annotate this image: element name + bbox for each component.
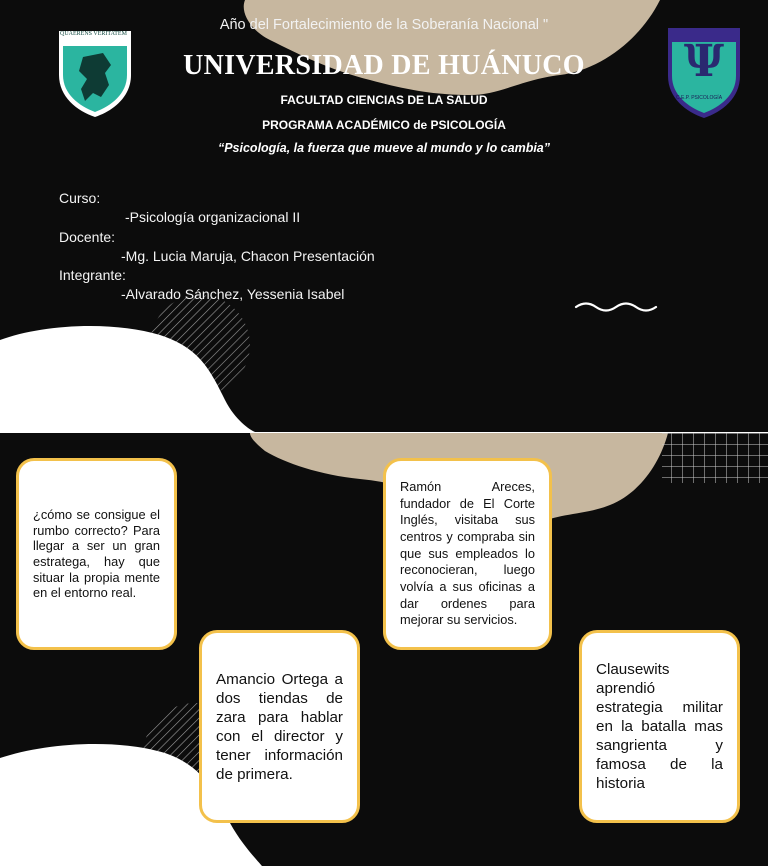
content-slide [0,433,768,866]
clausewits-card [579,630,740,823]
card-text: Clausewits aprendió estrategia militar en la batalla mas sangrienta y famosa de la historia [596,661,723,792]
squiggle-line [576,304,656,311]
program-name: PROGRAMA ACADÉMICO de PSICOLOGÍA [262,118,506,132]
card-text: Amancio Ortega a dos tiendas de zara para hablar con el director y tener información de primera. [216,670,343,783]
university-title: UNIVERSIDAD DE HUÁNUCO [183,50,585,81]
faculty-name: FACULTAD CIENCIAS DE LA SALUD [280,93,488,107]
amancio-ortega-card [199,630,360,823]
title-slide [0,0,768,432]
ramon-areces-card [383,458,552,650]
member-label: Integrante: [59,267,126,283]
svg-text:Ψ: Ψ [683,36,725,87]
grid-pattern [662,433,768,483]
course-value: -Psicología organizacional II [125,209,301,225]
psi-logo-text: C.E.P. PSICOLOGÍA [676,95,723,101]
member-value: -Alvarado Sánchez, Yessenia Isabel [121,286,345,302]
course-label: Curso: [59,190,101,206]
card-text: ¿cómo se consigue el rumbo correcto? Para llegar a ser un gran estratega, hay que situar la propia mente en el entorno real. [33,507,160,601]
teacher-label: Docente: [59,229,116,245]
slogan-quote: “Psicología, la fuerza que mueve al mundo y lo cambia” [217,141,551,155]
teacher-value: -Mg. Lucia Maruja, Chacon Presentación [121,248,375,264]
motto-text: Año del Fortalecimiento de la Soberanía Nacional " [219,17,549,33]
card-text: Ramón Areces, fundador de El Corte Inglés, visitaba sus centros y compraba sin que sus empleados lo reconocieran, luego volvía a sus oficinas a dar ordenes para mejorar su servicios. [400,479,535,628]
shield-logo-text: QUAERENS VERITATEM [60,31,127,37]
strategy-question-card [16,458,177,650]
